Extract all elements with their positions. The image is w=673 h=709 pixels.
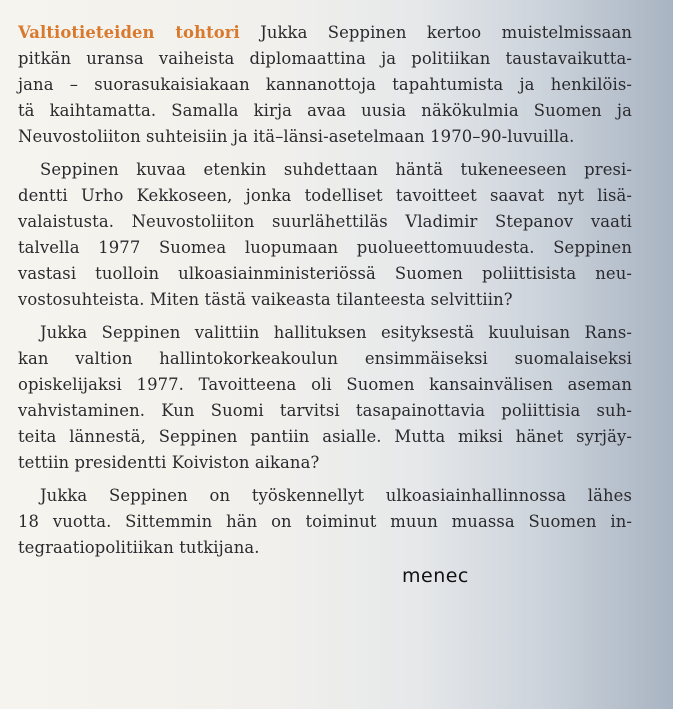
text-line: pitkän uransa vaiheista diplomaattina ja politiikan taustavaikutta- — [18, 49, 632, 68]
text-line: tä kaihtamatta. Samalla kirja avaa uusia näkökulmia Suomen ja — [18, 101, 632, 120]
blurb-text — [18, 20, 632, 561]
text-line: Jukka Seppinen on työskennellyt ulkoasiainhallinnossa lähes — [40, 486, 632, 505]
text-line: teita lännestä, Seppinen pantiin asialle. Mutta miksi hänet syrjäy- — [18, 427, 632, 446]
text-line: opiskelijaksi 1977. Tavoitteena oli Suomen kansainvälisen aseman — [18, 375, 632, 394]
text-line: tettiin presidentti Koiviston aikana? — [18, 453, 320, 472]
text-line: Neuvostoliiton suhteisiin ja itä–länsi-asetelmaan 1970–90-luvuilla. — [18, 127, 575, 146]
text-line: kan valtion hallintokorkeakoulun ensimmäiseksi suomalaiseksi — [18, 349, 632, 368]
text-line: Seppinen kuvaa etenkin suhdettaan häntä tukeneeseen presi- — [40, 160, 632, 179]
text-line: talvella 1977 Suomea luopumaan puolueettomuudesta. Seppinen — [18, 238, 632, 257]
text-line: vahvistaminen. Kun Suomi tarvitsi tasapainottavia poliittisia suh- — [18, 401, 632, 420]
paragraph-1 — [18, 20, 632, 150]
text-line: Valtiotieteiden tohtori Jukka Seppinen kertoo muistelmissaan — [18, 23, 632, 42]
text-line: tegraatiopolitiikan tutkijana. — [18, 538, 260, 557]
text-line: Jukka Seppinen valittiin hallituksen esityksestä kuuluisan Rans- — [40, 323, 632, 342]
watermark-label: menec — [402, 565, 469, 587]
text-line: dentti Urho Kekkoseen, jonka todelliset tavoitteet saavat nyt lisä- — [18, 186, 632, 205]
text-line: vastasi tuolloin ulkoasiainministeriössä Suomen poliittisista neu- — [18, 264, 632, 283]
paragraph-4 — [18, 483, 632, 561]
paragraph-2 — [18, 157, 632, 313]
paragraph-3 — [18, 320, 632, 476]
text-line: vostosuhteista. Miten tästä vaikeasta tilanteesta selvittiin? — [18, 290, 513, 309]
text-line: valaistusta. Neuvostoliiton suurlähettiläs Vladimir Stepanov vaati — [18, 212, 632, 231]
text-line: jana – suorasukaisiakaan kannanottoja tapahtumista ja henkilöis- — [18, 75, 632, 94]
text-line: 18 vuotta. Sittemmin hän on toiminut muun muassa Suomen in- — [18, 512, 632, 531]
lead-heading: Valtiotieteiden tohtori — [18, 23, 240, 42]
